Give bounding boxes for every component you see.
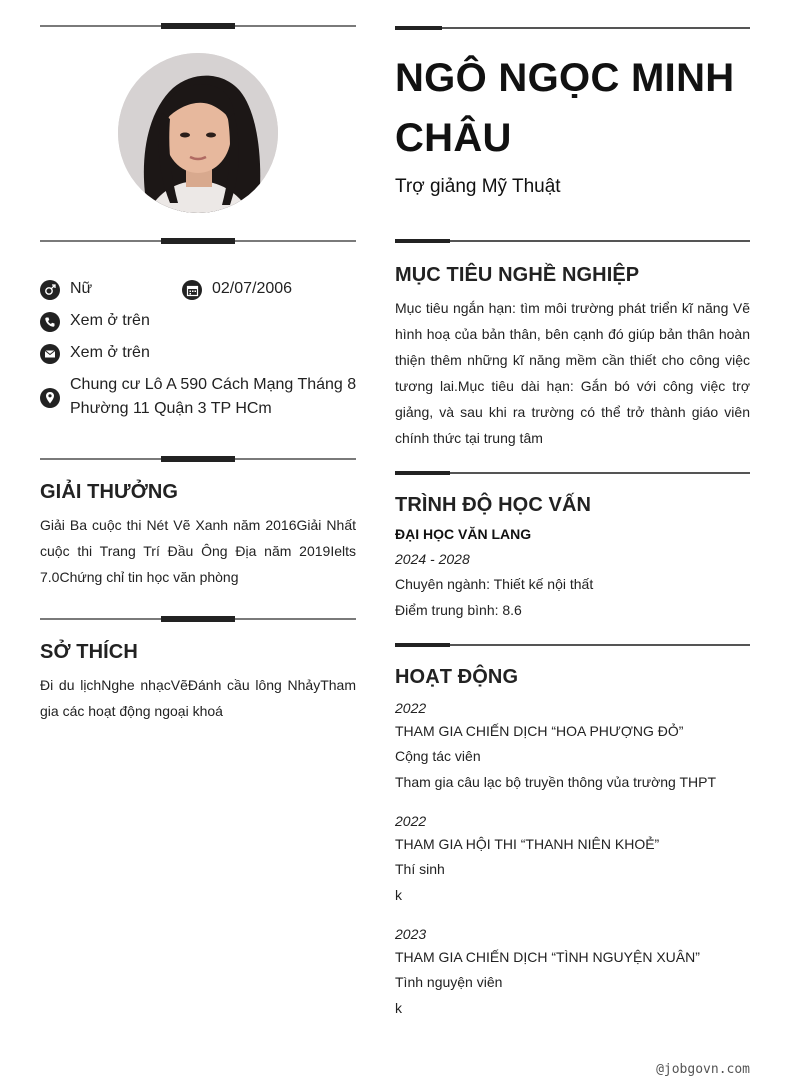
activity-year: 2022	[395, 700, 427, 716]
email-value: Xem ở trên	[70, 344, 150, 361]
awards-text: Giải Ba cuộc thi Nét Vẽ Xanh năm 2016Giải Nhất cuộc thi Trang Trí Đầu Ông Địa năm 2019Ielts 7.0Chứng chỉ tin học văn phòng	[40, 517, 356, 585]
phone-icon	[40, 312, 60, 332]
gender-icon	[40, 280, 60, 300]
activities-title: HOẠT ĐỘNG	[395, 666, 519, 688]
avatar	[118, 53, 278, 213]
education-school: ĐẠI HỌC VĂN LANG	[395, 526, 532, 542]
watermark: @jobgovn.com	[656, 1062, 750, 1077]
activity-role: Cộng tác viên	[395, 748, 481, 764]
calendar-icon	[182, 280, 202, 300]
left-divider-2	[40, 238, 356, 244]
objective-title: MỤC TIÊU NGHỀ NGHIỆP	[395, 264, 640, 286]
activity-desc: k	[395, 887, 402, 903]
activity-year: 2022	[395, 813, 427, 829]
activity-year: 2023	[395, 926, 427, 942]
job-title: Trợ giảng Mỹ Thuật	[395, 176, 561, 197]
hobbies-text: Đi du lịchNghe nhạcVẽĐánh cầu lông NhảyTham gia các hoạt động ngoại khoá	[40, 677, 356, 719]
activity-name: THAM GIA CHIẾN DỊCH “HOA PHƯỢNG ĐỎ”	[395, 723, 684, 739]
left-divider-4	[40, 616, 356, 622]
mail-icon	[40, 344, 60, 364]
hobbies-title: SỞ THÍCH	[40, 641, 138, 663]
activity-name: THAM GIA HỘI THI “THANH NIÊN KHOẺ”	[395, 836, 660, 852]
left-divider-3	[40, 456, 356, 462]
education-gpa: Điểm trung bình: 8.6	[395, 602, 522, 618]
awards-title: GIẢI THƯỞNG	[40, 481, 179, 503]
education-title: TRÌNH ĐỘ HỌC VẤN	[395, 494, 592, 516]
right-divider-2	[395, 239, 750, 244]
gender-value: Nữ	[70, 280, 93, 297]
address-value: Chung cư Lô A 590 Cách Mạng Tháng 8 Phường 11 Quận 3 TP HCm	[70, 376, 357, 417]
activity-role: Tình nguyện viên	[395, 974, 503, 990]
activity-name: THAM GIA CHIẾN DỊCH “TÌNH NGUYỆN XUÂN”	[395, 949, 700, 965]
left-divider-top	[40, 23, 356, 29]
education-major: Chuyên ngành: Thiết kế nội thất	[395, 576, 594, 592]
activity-desc: k	[395, 1000, 402, 1016]
phone-value: Xem ở trên	[70, 312, 150, 329]
activity-desc: Tham gia câu lạc bộ truyền thông vủa trường THPT	[395, 774, 717, 790]
avatar-portrait	[118, 53, 278, 213]
right-divider-3	[395, 471, 750, 476]
candidate-name: NGÔ NGỌC MINH CHÂU	[395, 56, 735, 160]
birthday-value: 02/07/2006	[212, 280, 293, 297]
location-pin-icon	[40, 388, 60, 408]
right-divider-4	[395, 643, 750, 648]
education-period: 2024 - 2028	[395, 551, 470, 567]
right-divider-top	[395, 26, 750, 31]
objective-text: Mục tiêu ngắn hạn: tìm môi trường phát triển kĩ năng Vẽ hình hoạ của bản thân, bên cạnh đó giúp bản thân hoàn thiện thêm những kĩ năng mềm cần thiết cho công việc tương lai.Mục tiêu dài hạn: Gắn bó với công việc trợ giảng, và sau khi ra trường có thể trở thành giáo viên chính thức tại trung tâm	[395, 300, 750, 446]
activity-role: Thí sinh	[395, 861, 445, 877]
